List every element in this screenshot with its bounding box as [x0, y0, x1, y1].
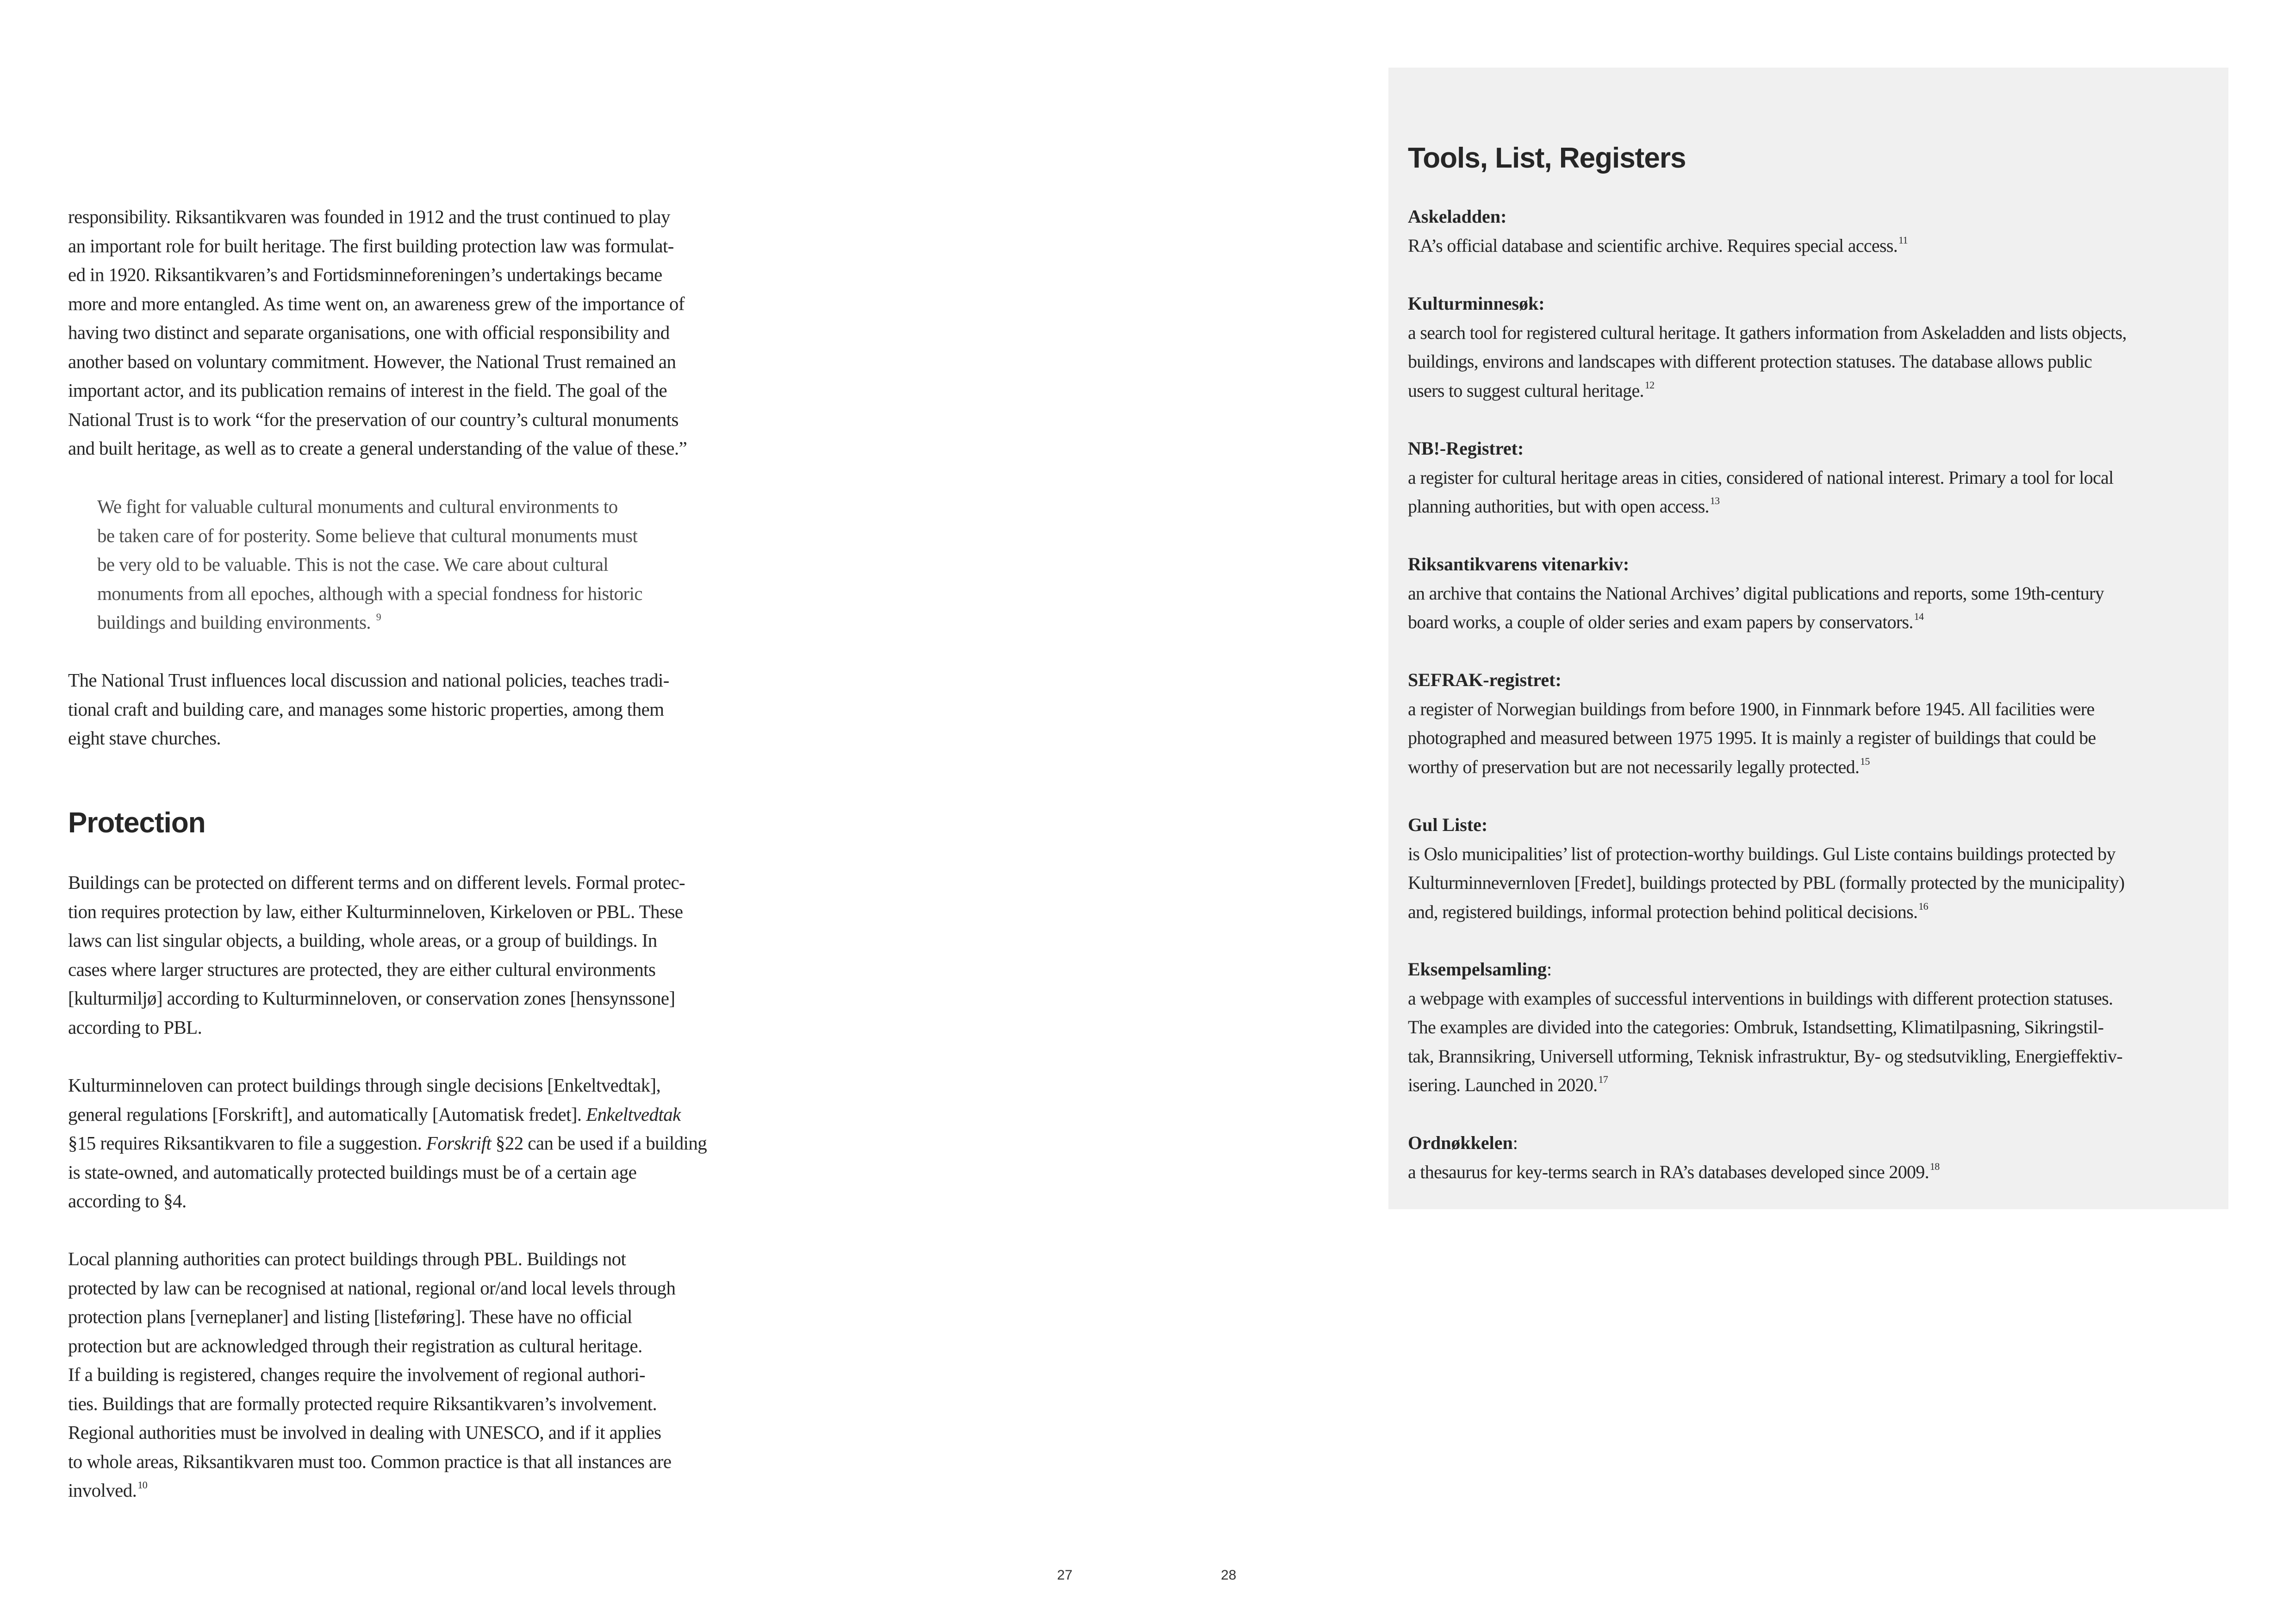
- text-line: more and more entangled. As time went on, an awareness grew of the importance of: [68, 293, 684, 314]
- register-entry-sefrak: [1408, 666, 2096, 781]
- text-line: responsibility. Riksantikvaren was founded in 1912 and the trust continued to play: [68, 206, 670, 227]
- text-line: and built heritage, as well as to create a general understanding of the value of these.”: [68, 437, 687, 459]
- text-line: Buildings can be protected on different terms and on different levels. Formal protec-: [68, 872, 685, 893]
- text-line: photographed and measured between 1975 1995. It is mainly a register of buildings that could be: [1408, 727, 2096, 748]
- intro-paragraph: [68, 202, 687, 463]
- text-line: [1408, 376, 2127, 406]
- footnote-ref: 13: [1710, 495, 1720, 506]
- entry-term: [1408, 1129, 1940, 1158]
- panel-heading: Tools, List, Registers: [1408, 142, 1686, 174]
- text-line: important actor, and its publication remains of interest in the field. The goal of the: [68, 380, 667, 401]
- text-line: [1408, 492, 2113, 521]
- protection-paragraph-1: [68, 868, 685, 1042]
- entry-term: [1408, 550, 2104, 579]
- register-entry-kulturminnesok: [1408, 289, 2127, 405]
- block-quote: [97, 492, 642, 637]
- term-label: Eksempelsamling: [1408, 959, 1547, 980]
- quote-line: We fight for valuable cultural monuments and cultural environments to: [97, 496, 618, 517]
- register-entry-eksempelsamling: [1408, 955, 2122, 1100]
- text-line: an important role for built heritage. The first building protection law was formulat-: [68, 235, 674, 256]
- text-line: cases where larger structures are protected, they are either cultural environments: [68, 958, 656, 980]
- register-entry-gul-liste: [1408, 811, 2124, 926]
- text-line: an archive that contains the National Archives’ digital publications and reports, some 19th-century: [1408, 582, 2104, 604]
- text-line: is Oslo municipalities’ list of protection-worthy buildings. Gul Liste contains buildings protected by: [1408, 843, 2116, 864]
- register-entry-nb-registret: [1408, 434, 2113, 521]
- register-entry-ordnokkelen: [1408, 1129, 1940, 1187]
- text-line: a register of Norwegian buildings from before 1900, in Finnmark before 1945. All facilities were: [1408, 698, 2095, 719]
- text-line: is state-owned, and automatically protected buildings must be of a certain age: [68, 1161, 637, 1183]
- text-line: ed in 1920. Riksantikvaren’s and Fortidsminneforeningen’s undertakings became: [68, 264, 662, 285]
- text-run: and, registered buildings, informal protection behind political decisions.: [1408, 901, 1918, 922]
- term-label: Askeladden: [1408, 206, 1501, 227]
- text-line: according to PBL.: [68, 1016, 202, 1038]
- text-line: The National Trust influences local discussion and national policies, teaches tradi-: [68, 669, 669, 691]
- protection-paragraph-3: [68, 1244, 675, 1505]
- text-line: laws can list singular objects, a building, whole areas, or a group of buildings. In: [68, 930, 657, 951]
- text-run: RA’s official database and scientific archive. Requires special access.: [1408, 235, 1898, 256]
- term-colon: :: [1512, 1132, 1518, 1153]
- term-colon: :: [1538, 293, 1545, 314]
- text-line: [1408, 753, 2096, 782]
- text-line: [1408, 608, 2104, 637]
- text-run: §15 requires Riksantikvaren to file a suggestion.: [68, 1132, 426, 1154]
- footnote-ref: 14: [1914, 611, 1924, 622]
- text-line: protection plans [verneplaner] and listing [listeføring]. These have no official: [68, 1306, 632, 1327]
- text-run: §22 can be used if a building: [491, 1132, 707, 1154]
- text-line: another based on voluntary commitment. However, the National Trust remained an: [68, 350, 676, 372]
- entry-term: [1408, 955, 2122, 984]
- term-label: Gul Liste: [1408, 814, 1481, 835]
- text-line: having two distinct and separate organisations, one with official responsibility and: [68, 322, 670, 343]
- text-line: [68, 1100, 707, 1129]
- term-label: Riksantikvarens vitenarkiv: [1408, 554, 1623, 575]
- text-run: board works, a couple of older series and exam papers by conservators.: [1408, 612, 1913, 632]
- footnote-ref: 18: [1929, 1160, 1940, 1172]
- text-line: Kulturminnevernloven [Fredet], buildings protected by PBL (formally protected by the municipality): [1408, 872, 2125, 893]
- trust-paragraph: [68, 666, 669, 753]
- footnote-ref: 9: [376, 611, 381, 623]
- entry-description: [1408, 463, 2113, 521]
- entry-description: [1408, 984, 2122, 1100]
- entry-description: [1408, 840, 2124, 927]
- text-line: tak, Brannsikring, Universell utforming, Teknisk infrastruktur, By- og stedsutvikling, Energieffektiv-: [1408, 1045, 2122, 1067]
- entry-description: [1408, 231, 1908, 261]
- quote-text: buildings and building environments.: [97, 612, 375, 633]
- entry-term: [1408, 811, 2124, 840]
- footnote-ref: 11: [1898, 234, 1908, 246]
- term-colon: :: [1517, 438, 1524, 459]
- quote-line: be very old to be valuable. This is not the case. We care about cultural: [97, 554, 609, 575]
- quote-line: be taken care of for posterity. Some believe that cultural monuments must: [97, 525, 638, 546]
- text-line: Local planning authorities can protect buildings through PBL. Buildings not: [68, 1248, 626, 1269]
- register-entry-askeladden: [1408, 202, 1908, 260]
- entry-description: [1408, 695, 2096, 782]
- term-colon: :: [1547, 959, 1552, 980]
- term-colon: :: [1555, 669, 1562, 690]
- text-run: general regulations [Forskrift], and automatically [Automatisk fredet].: [68, 1103, 586, 1125]
- entry-description: [1408, 579, 2104, 637]
- entry-term: [1408, 289, 2127, 319]
- text-line: [1408, 1158, 1940, 1187]
- text-line: protection but are acknowledged through their registration as cultural heritage.: [68, 1335, 642, 1356]
- italic-term: Enkeltvedtak: [586, 1103, 681, 1125]
- page-number-left: 27: [1057, 1568, 1073, 1583]
- quote-line: monuments from all epoches, although with a special fondness for historic: [97, 582, 642, 604]
- text-run: planning authorities, but with open access.: [1408, 496, 1709, 517]
- text-run: isering. Launched in 2020.: [1408, 1074, 1598, 1095]
- text-line: a register for cultural heritage areas in cities, considered of national interest. Primary a tool for local: [1408, 467, 2114, 488]
- term-colon: :: [1623, 554, 1630, 575]
- text-line: Regional authorities must be involved in dealing with UNESCO, and if it applies: [68, 1422, 661, 1443]
- text-run: a thesaurus for key-terms search in RA’s databases developed since 2009.: [1408, 1161, 1929, 1182]
- text-run: worthy of preservation but are not necessarily legally protected.: [1408, 756, 1860, 777]
- text-line: [1408, 231, 1908, 261]
- entry-description: [1408, 1158, 1940, 1187]
- text-run: users to suggest cultural heritage.: [1408, 380, 1644, 401]
- text-run: involved.: [68, 1480, 137, 1501]
- register-entry-vitenarkiv: [1408, 550, 2104, 637]
- quote-line: [97, 608, 642, 637]
- footnote-ref: 17: [1598, 1074, 1608, 1085]
- text-line: Kulturminneloven can protect buildings through single decisions [Enkeltvedtak],: [68, 1074, 661, 1096]
- entry-description: [1408, 319, 2127, 406]
- text-line: a search tool for registered cultural heritage. It gathers information from Askeladden and lists objects,: [1408, 322, 2127, 343]
- text-line: according to §4.: [68, 1190, 187, 1212]
- page-number-right: 28: [1221, 1568, 1237, 1583]
- text-line: to whole areas, Riksantikvaren must too. Common practice is that all instances are: [68, 1450, 672, 1472]
- text-line: If a building is registered, changes require the involvement of regional authori-: [68, 1364, 646, 1385]
- entry-term: [1408, 202, 1908, 231]
- protection-paragraph-2: [68, 1071, 707, 1216]
- footnote-ref: 12: [1644, 379, 1655, 391]
- footnote-ref: 10: [137, 1479, 148, 1491]
- text-line: ties. Buildings that are formally protected require Riksantikvaren’s involvement.: [68, 1393, 657, 1414]
- text-line: National Trust is to work “for the preservation of our country’s cultural monuments: [68, 408, 678, 430]
- text-line: a webpage with examples of successful interventions in buildings with different protection statuses.: [1408, 987, 2113, 1009]
- entry-term: [1408, 666, 2096, 695]
- text-line: protected by law can be recognised at national, regional or/and local levels through: [68, 1277, 676, 1299]
- text-line: [68, 1476, 675, 1505]
- term-label: Kulturminnesøk: [1408, 293, 1539, 314]
- text-line: eight stave churches.: [68, 727, 221, 749]
- term-label: Ordnøkkelen: [1408, 1132, 1513, 1153]
- footnote-ref: 15: [1860, 755, 1870, 767]
- text-line: [68, 1129, 707, 1158]
- term-label: SEFRAK-registret: [1408, 669, 1556, 690]
- text-line: tional craft and building care, and manages some historic properties, among them: [68, 698, 664, 720]
- term-label: NB!-Registret: [1408, 438, 1518, 459]
- text-line: [kulturmiljø] according to Kulturminneloven, or conservation zones [hensynssone]: [68, 987, 675, 1009]
- text-line: buildings, environs and landscapes with different protection statuses. The database allows public: [1408, 351, 2092, 372]
- text-line: The examples are divided into the categories: Ombruk, Istandsetting, Klimatilpasning, Sikringstil-: [1408, 1017, 2104, 1037]
- text-line: [1408, 1071, 2122, 1100]
- term-colon: :: [1481, 814, 1488, 835]
- italic-term: Forskrift: [426, 1132, 492, 1154]
- section-heading-protection: Protection: [68, 807, 205, 839]
- text-line: [1408, 898, 2124, 927]
- footnote-ref: 16: [1918, 900, 1928, 912]
- term-colon: :: [1500, 206, 1507, 227]
- text-line: tion requires protection by law, either Kulturminneloven, Kirkeloven or PBL. These: [68, 900, 683, 922]
- entry-term: [1408, 434, 2113, 463]
